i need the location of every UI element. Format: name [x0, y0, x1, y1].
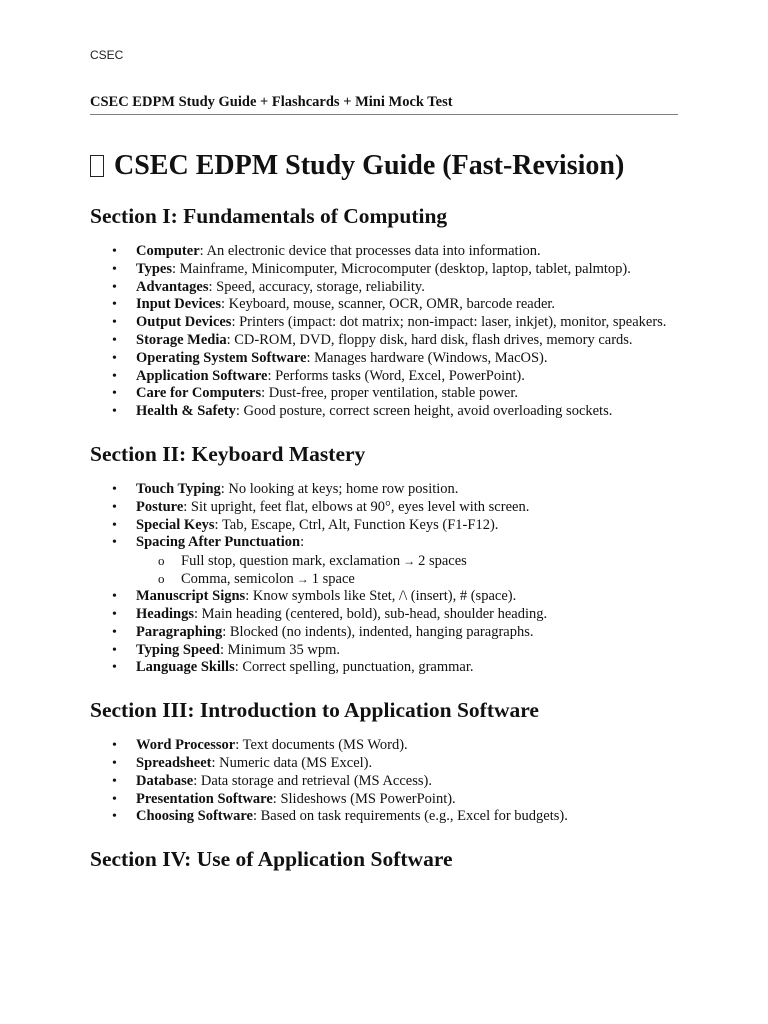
item-term: Health & Safety [136, 403, 236, 420]
item-text: : An electronic device that processes data into information. [199, 243, 541, 259]
item-text: : Good posture, correct screen height, avoid overloading sockets. [235, 403, 613, 420]
sub-result: 1 space [311, 571, 355, 588]
item-term: Advantages [136, 278, 209, 295]
item-text: : Manages hardware (Windows, MacOS). [306, 349, 548, 366]
section-heading-1: Section I: Fundamentals of Computing [90, 204, 448, 228]
item-text: : Text documents (MS Word). [235, 737, 408, 754]
item-term: Headings [136, 605, 195, 622]
item-text: : Tab, Escape, Ctrl, Alt, Function Keys (F1-F12). [214, 516, 499, 533]
item-text: : Blocked (no indents), indented, hanging paragraphs. [222, 623, 534, 640]
study-guide-content [90, 148, 690, 886]
spacing-sublist [136, 552, 690, 588]
item-term: Computer [136, 243, 200, 259]
item-text: : Based on task requirements (e.g., Excel for budgets). [252, 808, 568, 825]
page-header-label: CSEC [90, 48, 124, 62]
item-term: Output Devices [136, 314, 232, 331]
item-term: Presentation Software [136, 790, 273, 807]
item-text: : Performs tasks (Word, Excel, PowerPoint). [267, 367, 525, 384]
item-text: : No looking at keys; home row position. [220, 480, 459, 497]
list-item [136, 499, 690, 517]
sublist-item [181, 570, 690, 588]
item-text: : Speed, accuracy, storage, reliability. [208, 278, 425, 295]
sub-text: Comma, semicolon [181, 571, 294, 588]
list-item [136, 279, 690, 297]
main-title-text: CSEC EDPM Study Guide (Fast-Revision) [114, 150, 625, 181]
item-term: Paragraphing [136, 623, 223, 640]
list-item [136, 385, 690, 403]
item-text: : Keyboard, mouse, scanner, OCR, OMR, barcode reader. [221, 296, 556, 313]
item-text: : Data storage and retrieval (MS Access). [193, 772, 432, 789]
list-item [136, 350, 690, 368]
list-item [136, 606, 690, 624]
section-heading-2: Section II: Keyboard Mastery [90, 441, 366, 466]
item-term: Spacing After Punctuation [136, 534, 301, 551]
item-text: : Sit upright, feet flat, elbows at 90°, eyes level with screen. [183, 498, 530, 515]
sub-text: Full stop, question mark, exclamation [181, 553, 401, 570]
list-item [136, 243, 690, 261]
item-term: Database [136, 772, 194, 789]
item-term: Care for Computers [136, 385, 262, 402]
sub-result: 2 spaces [418, 553, 467, 570]
item-term: Manuscript Signs [136, 588, 246, 605]
item-term: Posture [136, 498, 184, 515]
list-item [136, 403, 690, 421]
section-1-list [90, 243, 690, 421]
sublist-item [181, 552, 690, 570]
list-item [136, 737, 690, 755]
item-term: Word Processor [136, 737, 236, 754]
item-text: : Mainframe, Minicomputer, Microcomputer (desktop, laptop, tablet, palmtop). [172, 260, 631, 277]
main-title [90, 148, 690, 184]
list-item [136, 588, 690, 606]
item-term: Operating System Software [136, 349, 307, 366]
list-item [136, 368, 690, 386]
missing-glyph-icon [90, 155, 104, 177]
item-text: : Numeric data (MS Excel). [211, 754, 373, 771]
list-item [136, 261, 690, 279]
item-term: Choosing Software [136, 808, 253, 825]
right-arrow-icon: → [296, 572, 309, 587]
list-item [136, 791, 690, 809]
right-arrow-icon: → [403, 554, 416, 569]
item-term: Language Skills [136, 659, 235, 676]
list-item [136, 773, 690, 791]
item-text: : CD-ROM, DVD, floppy disk, hard disk, flash drives, memory cards. [226, 331, 633, 348]
section-heading-4: Section IV: Use of Application Software [90, 847, 453, 872]
list-item [136, 659, 690, 677]
list-item [136, 296, 690, 314]
item-term: Application Software [136, 367, 268, 384]
item-text: : Printers (impact: dot matrix; non-impact: laser, inkjet), monitor, speakers. [231, 314, 667, 331]
item-text: : Main heading (centered, bold), sub-head, shoulder heading. [194, 605, 548, 622]
list-item [136, 755, 690, 773]
list-item [136, 517, 690, 535]
list-item [136, 314, 690, 332]
section-heading-3: Section III: Introduction to Application Software [90, 698, 539, 723]
item-text: : [300, 534, 305, 551]
list-item [136, 808, 690, 826]
item-term: Touch Typing [136, 480, 221, 497]
section-3-list [90, 737, 690, 826]
item-text: : Know symbols like Stet, /\ (insert), # (space). [245, 588, 517, 605]
item-term: Types [136, 260, 172, 277]
list-item [136, 332, 690, 350]
item-text: : Dust-free, proper ventilation, stable power. [261, 385, 519, 402]
item-term: Special Keys [136, 516, 215, 533]
item-text: : Slideshows (MS PowerPoint). [272, 790, 456, 807]
item-term: Storage Media [136, 331, 227, 348]
list-item [136, 624, 690, 642]
document-title: CSEC EDPM Study Guide + Flashcards + Mini Mock Test [90, 94, 678, 115]
item-text: : Minimum 35 wpm. [219, 641, 340, 658]
section-2-list [90, 481, 690, 677]
list-item [136, 642, 690, 660]
list-item [136, 534, 690, 588]
item-term: Input Devices [136, 296, 221, 313]
item-term: Typing Speed [136, 641, 220, 658]
item-text: : Correct spelling, punctuation, grammar. [234, 659, 474, 676]
item-term: Spreadsheet [136, 754, 212, 771]
list-item [136, 481, 690, 499]
